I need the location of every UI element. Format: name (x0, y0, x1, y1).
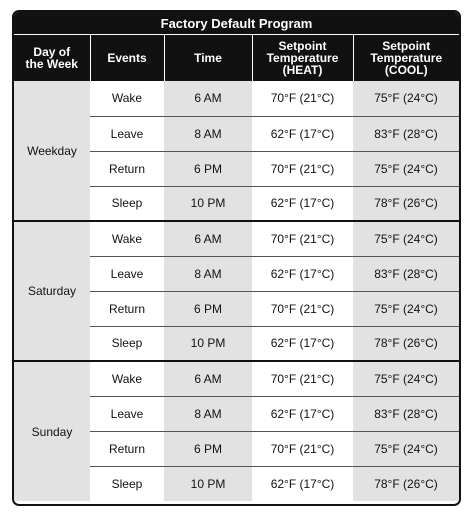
time-cell: 6 PM (164, 291, 252, 326)
header-cool-line: Setpoint (382, 39, 431, 53)
header-day-line: the Week (25, 57, 78, 71)
header-day-line: Day of (33, 45, 71, 59)
event-cell: Sleep (90, 186, 164, 221)
event-cell: Wake (90, 81, 164, 116)
time-cell: 10 PM (164, 466, 252, 501)
event-cell: Wake (90, 221, 164, 256)
header-cool-line: (COOL) (384, 63, 428, 77)
day-cell: Saturday (14, 221, 90, 361)
heat-setpoint-cell: 62°F (17°C) (252, 466, 353, 501)
header-cool-line: Temperature (370, 51, 443, 65)
time-cell: 8 AM (164, 116, 252, 151)
heat-setpoint-cell: 70°F (21°C) (252, 151, 353, 186)
cool-setpoint-cell: 78°F (26°C) (353, 326, 459, 361)
heat-setpoint-cell: 62°F (17°C) (252, 186, 353, 221)
header-heat-line: Setpoint (278, 39, 327, 53)
heat-setpoint-cell: 70°F (21°C) (252, 221, 353, 256)
day-cell: Sunday (14, 361, 90, 501)
cool-setpoint-cell: 78°F (26°C) (353, 466, 459, 501)
time-cell: 10 PM (164, 326, 252, 361)
table-row (14, 221, 459, 256)
cool-setpoint-cell: 75°F (24°C) (353, 81, 459, 116)
time-cell: 6 PM (164, 151, 252, 186)
header-events (90, 35, 164, 81)
heat-setpoint-cell: 62°F (17°C) (252, 326, 353, 361)
event-cell: Wake (90, 361, 164, 396)
program-table (14, 35, 459, 501)
header-heat-line: Temperature (266, 51, 339, 65)
cool-setpoint-cell: 83°F (28°C) (353, 116, 459, 151)
cool-setpoint-cell: 83°F (28°C) (353, 396, 459, 431)
table-title: Factory Default Program (14, 12, 459, 35)
header-row (14, 35, 459, 81)
table-row (14, 81, 459, 116)
heat-setpoint-cell: 62°F (17°C) (252, 396, 353, 431)
cool-setpoint-cell: 75°F (24°C) (353, 291, 459, 326)
event-cell: Sleep (90, 326, 164, 361)
day-cell: Weekday (14, 81, 90, 221)
header-time-line: Time (194, 51, 222, 65)
time-cell: 6 PM (164, 431, 252, 466)
heat-setpoint-cell: 70°F (21°C) (252, 361, 353, 396)
table-row (14, 361, 459, 396)
cool-setpoint-cell: 75°F (24°C) (353, 361, 459, 396)
header-setpoint-heat (252, 35, 353, 81)
cool-setpoint-cell: 75°F (24°C) (353, 221, 459, 256)
event-cell: Leave (90, 256, 164, 291)
header-events-line: Events (107, 51, 147, 65)
event-cell: Return (90, 431, 164, 466)
heat-setpoint-cell: 62°F (17°C) (252, 116, 353, 151)
header-heat-line: (HEAT) (282, 63, 323, 77)
heat-setpoint-cell: 70°F (21°C) (252, 431, 353, 466)
event-cell: Leave (90, 396, 164, 431)
event-cell: Leave (90, 116, 164, 151)
program-table-frame (12, 10, 461, 506)
header-day-of-week (14, 35, 90, 81)
event-cell: Return (90, 151, 164, 186)
time-cell: 8 AM (164, 256, 252, 291)
time-cell: 10 PM (164, 186, 252, 221)
heat-setpoint-cell: 62°F (17°C) (252, 256, 353, 291)
event-cell: Sleep (90, 466, 164, 501)
heat-setpoint-cell: 70°F (21°C) (252, 81, 353, 116)
heat-setpoint-cell: 70°F (21°C) (252, 291, 353, 326)
cool-setpoint-cell: 83°F (28°C) (353, 256, 459, 291)
header-setpoint-cool (353, 35, 459, 81)
time-cell: 6 AM (164, 221, 252, 256)
cool-setpoint-cell: 75°F (24°C) (353, 431, 459, 466)
event-cell: Return (90, 291, 164, 326)
header-time (164, 35, 252, 81)
time-cell: 6 AM (164, 361, 252, 396)
time-cell: 6 AM (164, 81, 252, 116)
cool-setpoint-cell: 78°F (26°C) (353, 186, 459, 221)
time-cell: 8 AM (164, 396, 252, 431)
cool-setpoint-cell: 75°F (24°C) (353, 151, 459, 186)
